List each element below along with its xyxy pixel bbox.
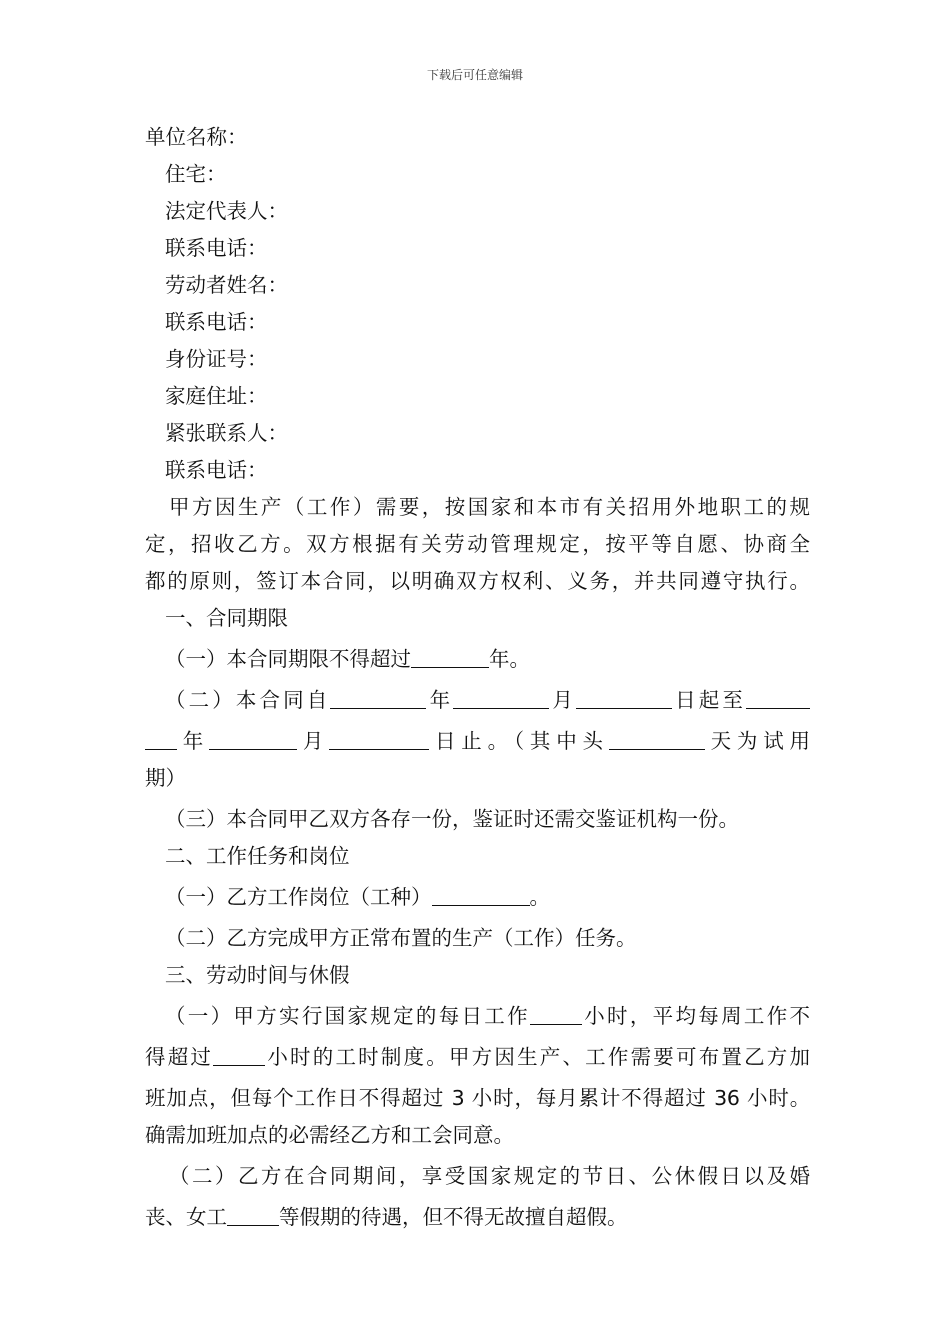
section-3-item-1-line-4: 确需加班加点的必需经乙方和工会同意。 bbox=[145, 1123, 514, 1147]
section-1-item-2-line-3: 期） bbox=[145, 766, 186, 790]
field-legal-rep: 法定代表人： bbox=[165, 199, 288, 223]
field-home-address: 家庭住址： bbox=[165, 384, 268, 408]
s1-item2-text-b: 年 bbox=[426, 688, 454, 712]
s2-item1-text-a: （一）乙方工作岗位（工种） bbox=[165, 885, 432, 909]
contract-body bbox=[145, 119, 810, 1236]
page-header: 下载后可任意编辑 bbox=[426, 68, 523, 82]
s1-item2-text-a: （二）本合同自 bbox=[165, 688, 331, 712]
s1-item1-text-b: 年。 bbox=[489, 647, 530, 671]
section-1-item-2-line-2 bbox=[145, 723, 810, 760]
blank-term-years bbox=[411, 643, 489, 668]
section-1-item-3: （三）本合同甲乙双方各存一份，鉴证时还需交鉴证机构一份。 bbox=[165, 807, 739, 831]
blank-end-year-part-2 bbox=[145, 725, 177, 750]
field-id-number: 身份证号： bbox=[165, 347, 268, 371]
blank-weekly-hours bbox=[213, 1041, 265, 1066]
field-residence: 住宅： bbox=[165, 162, 227, 186]
field-phone-2: 联系电话： bbox=[165, 310, 268, 334]
blank-job-position bbox=[432, 881, 530, 906]
section-2-item-1 bbox=[145, 879, 810, 916]
field-worker-name: 劳动者姓名： bbox=[165, 273, 288, 297]
s3-item1-text-a: （一）甲方实行国家规定的每日工作 bbox=[165, 1004, 530, 1028]
blank-start-year bbox=[330, 684, 426, 709]
s1-item2-text-g: 日止。（其中头 bbox=[429, 729, 609, 753]
intro-line-3: 都的原则，签订本合同，以明确双方权利、义务，并共同遵守执行。 bbox=[145, 569, 810, 593]
section-3-item-1-line-1 bbox=[145, 998, 810, 1035]
section-2-item-2: （二）乙方完成甲方正常布置的生产（工作）任务。 bbox=[165, 926, 637, 950]
section-3-item-1-line-3: 班加点，但每个工作日不得超过 3 小时，每月累计不得超过 36 小时。 bbox=[145, 1086, 810, 1110]
s3-item1-text-c: 得超过 bbox=[145, 1045, 214, 1069]
blank-end-month bbox=[209, 725, 297, 750]
s2-item1-text-b: 。 bbox=[529, 885, 550, 909]
intro-line-1: 甲方因生产（工作）需要，按国家和本市有关招用外地职工的规 bbox=[169, 495, 810, 519]
blank-daily-hours bbox=[530, 1000, 582, 1025]
s1-item2-text-d: 日起至 bbox=[672, 688, 747, 712]
field-phone-1: 联系电话： bbox=[165, 236, 268, 260]
blank-end-year-part-1 bbox=[746, 684, 810, 709]
s1-item2-text-c: 月 bbox=[549, 688, 576, 712]
s1-item1-text-a: （一）本合同期限不得超过 bbox=[165, 647, 411, 671]
field-phone-3: 联系电话： bbox=[165, 458, 268, 482]
section-3-heading: 三、劳动时间与休假 bbox=[165, 963, 350, 987]
s3-item2-text-c: 等假期的待遇，但不得无故擅自超假。 bbox=[279, 1205, 628, 1229]
section-1-item-2-line-1 bbox=[145, 682, 810, 719]
blank-female-leave bbox=[227, 1201, 279, 1226]
s3-item1-text-d: 小时的工时制度。甲方因生产、工作需要可布置乙方加 bbox=[265, 1045, 811, 1069]
intro-line-2: 定，招收乙方。双方根据有关劳动管理规定，按平等自愿、协商全 bbox=[145, 532, 810, 556]
blank-probation-days bbox=[609, 725, 705, 750]
section-1-heading: 一、合同期限 bbox=[165, 606, 288, 630]
s1-item2-text-f: 月 bbox=[297, 729, 330, 753]
section-1-item-1 bbox=[145, 641, 810, 678]
blank-start-month bbox=[453, 684, 549, 709]
blank-end-day bbox=[329, 725, 429, 750]
section-2-heading: 二、工作任务和岗位 bbox=[165, 844, 350, 868]
section-3-item-2-line-1: （二）乙方在合同期间，享受国家规定的节日、公休假日以及婚 bbox=[169, 1164, 810, 1188]
s3-item2-text-b: 丧、女工 bbox=[145, 1205, 227, 1229]
s1-item2-text-h: 天为试用 bbox=[704, 729, 810, 753]
field-unit-name: 单位名称： bbox=[145, 125, 248, 149]
section-3-item-2-line-2 bbox=[145, 1199, 810, 1236]
s3-item1-text-b: 小时，平均每周工作不 bbox=[581, 1004, 810, 1028]
s1-item2-text-e: 年 bbox=[177, 729, 210, 753]
section-3-item-1-line-2 bbox=[145, 1039, 810, 1076]
blank-start-day bbox=[576, 684, 672, 709]
field-emergency-contact: 紧张联系人： bbox=[165, 421, 288, 445]
